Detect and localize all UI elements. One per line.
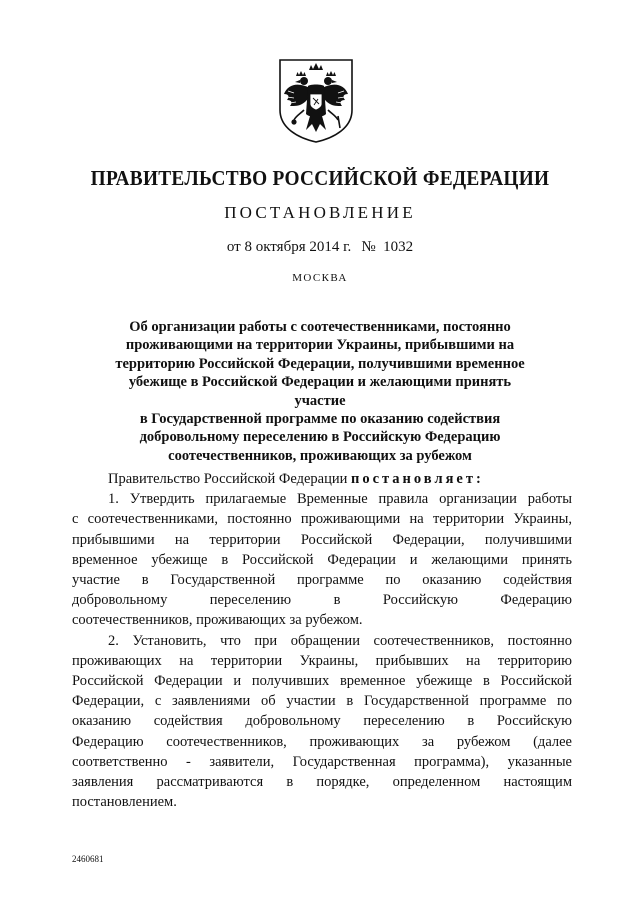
paragraph-2-line: Федерации, с заявлениями об участии в Государственной программе по — [72, 693, 572, 710]
paragraph-2-line: оказанию содействия добровольному переселению в Российскую — [72, 713, 572, 730]
paragraph-1-line: прибывшими на территории Российской Федерации, получившими — [72, 531, 572, 548]
paragraph-1-line: с соотечественниками, постоянно проживающими на территории Украины, — [72, 511, 572, 528]
preamble-verb: постановляет: — [350, 471, 484, 487]
paragraph-2-line: 2. Установить, что при обращении соотечественников, постоянно — [108, 632, 572, 649]
preamble-text: Правительство Российской Федерации — [108, 471, 348, 487]
coat-of-arms-emblem — [276, 58, 356, 144]
document-type: ПОСТАНОВЛЕНИЕ — [224, 203, 416, 222]
paragraph-1-line: соотечественников, проживающих за рубежом. — [72, 612, 363, 629]
subject-line: соотечественников, проживающих за рубежом — [168, 447, 472, 464]
paragraph-2-line: проживающих на территории Украины, прибывших на территорию — [72, 652, 572, 669]
document-subject — [110, 318, 530, 465]
document-code: 2460681 — [72, 854, 104, 864]
document-date: от 8 октября 2014 г. — [226, 239, 352, 255]
document-date-line — [0, 239, 640, 256]
paragraph-2-line: Федерацию соотечественников, проживающих за рубежом (далее — [72, 733, 572, 750]
paragraph-1-line: добровольному переселению в Российскую Федерацию — [72, 592, 572, 609]
document-body — [72, 469, 572, 812]
document-number: 1032 — [383, 239, 414, 255]
paragraph-1-line: участие в Государственной программе по оказанию содействия — [72, 572, 572, 589]
number-sign: № — [361, 239, 376, 255]
subject-line: в Государственной программе по оказанию содействия — [139, 411, 501, 428]
subject-line: добровольному переселению в Российскую Федерацию — [139, 429, 501, 446]
subject-line: территорию Российской Федерации, получившими временное — [115, 355, 525, 372]
subject-line: проживающими на территории Украины, прибывшими на — [125, 337, 515, 354]
paragraph-2-line: заявления рассматриваются в порядке, определенном настоящим — [72, 774, 572, 791]
subject-line: убежище в Российской Федерации и желающими принять участие — [128, 374, 512, 409]
document-city: МОСКВА — [292, 272, 348, 284]
paragraph-2-line: постановлением. — [72, 794, 177, 811]
paragraph-2-line: соответственно - заявители, Государственная программа), указанные — [72, 753, 572, 770]
government-name: ПРАВИТЕЛЬСТВО РОССИЙСКОЙ ФЕДЕРАЦИИ — [90, 166, 550, 190]
preamble — [72, 469, 572, 489]
subject-line: Об организации работы с соотечественниками, постоянно — [129, 319, 511, 335]
paragraph-2-line: Российской Федерации и получивших временное убежище в Российской — [72, 673, 572, 690]
paragraph-1-line: 1. Утвердить прилагаемые Временные правила организации работы — [108, 491, 572, 508]
paragraph-1-line: временное убежище в Российской Федерации и желающими принять — [72, 551, 572, 568]
